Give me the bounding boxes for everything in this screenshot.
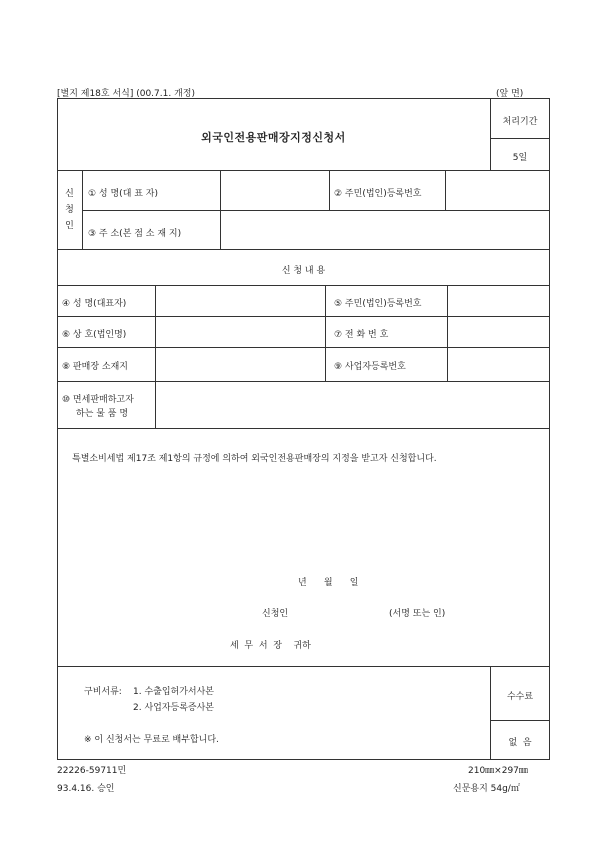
documents-item-2: 2. 사업자등록증사본 bbox=[133, 703, 215, 713]
applicant-address-label: ③ 주 소(본 점 소 재 지) bbox=[88, 229, 182, 239]
content-id-label: ⑤ 주민(법인)등록번호 bbox=[334, 299, 422, 309]
signature-label: 신청인 bbox=[262, 609, 289, 619]
content-trade-label: ⑥ 상 호(법인명) bbox=[62, 330, 127, 340]
processing-period-value: 5일 bbox=[512, 153, 528, 163]
content-name-field[interactable] bbox=[156, 286, 324, 315]
footer-paper-type: 신문용지 54g/㎡ bbox=[453, 784, 520, 794]
documents-label: 구비서류: bbox=[84, 687, 122, 697]
processing-period-label: 처리기간 bbox=[502, 117, 538, 127]
applicant-id-label: ② 주민(법인)등록번호 bbox=[334, 189, 422, 199]
applicant-address-field[interactable] bbox=[221, 211, 549, 248]
applicant-section-label: 신 청 인 bbox=[65, 189, 74, 231]
applicant-id-field[interactable] bbox=[446, 171, 549, 209]
footer-paper-size: 210㎜×297㎜ bbox=[468, 766, 528, 776]
footer-approval: 93.4.16. 승인 bbox=[57, 784, 115, 794]
content-store-label: ⑧ 판매장 소재지 bbox=[62, 362, 128, 372]
date-line: 년 월 일 bbox=[298, 578, 359, 588]
content-items-label-1: ⑩ 면세판매하고자 bbox=[62, 395, 134, 405]
page-side-label: (앞 면) bbox=[496, 89, 524, 99]
content-bizno-field[interactable] bbox=[448, 348, 549, 380]
applicant-name-field[interactable] bbox=[221, 171, 329, 209]
applicant-mid-divider bbox=[329, 170, 330, 210]
content-trade-field[interactable] bbox=[156, 317, 324, 346]
fee-value: 없 음 bbox=[508, 738, 532, 748]
signature-note: (서명 또는 인) bbox=[389, 609, 446, 619]
free-distribution-notice: ※ 이 신청서는 무료로 배부합니다. bbox=[84, 735, 219, 745]
content-section-header: 신 청 내 용 bbox=[281, 266, 326, 276]
content-name-label: ④ 성 명(대표자) bbox=[62, 299, 127, 309]
fee-row-divider bbox=[490, 720, 550, 721]
application-statement: 특별소비세법 제17조 제1항의 규정에 의하여 외국인전용판매장의 지정을 받고자 신청합니다. bbox=[72, 454, 437, 464]
content-items-label-2: 하는 물 품 명 bbox=[76, 409, 129, 419]
form-title: 외국인전용판매장지정신청서 bbox=[201, 131, 346, 144]
rule-666 bbox=[57, 666, 550, 667]
footer-code: 22226-59711민 bbox=[57, 766, 127, 776]
content-store-field[interactable] bbox=[156, 348, 324, 380]
rule-428 bbox=[57, 428, 550, 429]
content-id-field[interactable] bbox=[448, 286, 549, 315]
content-phone-label: ⑦ 전 화 번 호 bbox=[334, 330, 389, 340]
documents-item-1: 1. 수출입허가서사본 bbox=[133, 687, 215, 697]
addressee: 세 무 서 장 귀하 bbox=[230, 641, 311, 651]
rule-249 bbox=[57, 249, 550, 250]
content-bizno-label: ⑨ 사업자등록번호 bbox=[334, 362, 406, 372]
signature-field[interactable] bbox=[310, 602, 385, 620]
content-phone-field[interactable] bbox=[448, 317, 549, 346]
fee-label: 수수료 bbox=[506, 692, 534, 702]
content-items-field[interactable] bbox=[156, 382, 549, 427]
content-mid-divider bbox=[325, 285, 326, 381]
processing-divider bbox=[490, 138, 550, 139]
form-id: [별지 제18호 서식] (00.7.1. 개정) bbox=[57, 89, 195, 99]
applicant-name-label: ① 성 명(대 표 자) bbox=[88, 189, 159, 199]
